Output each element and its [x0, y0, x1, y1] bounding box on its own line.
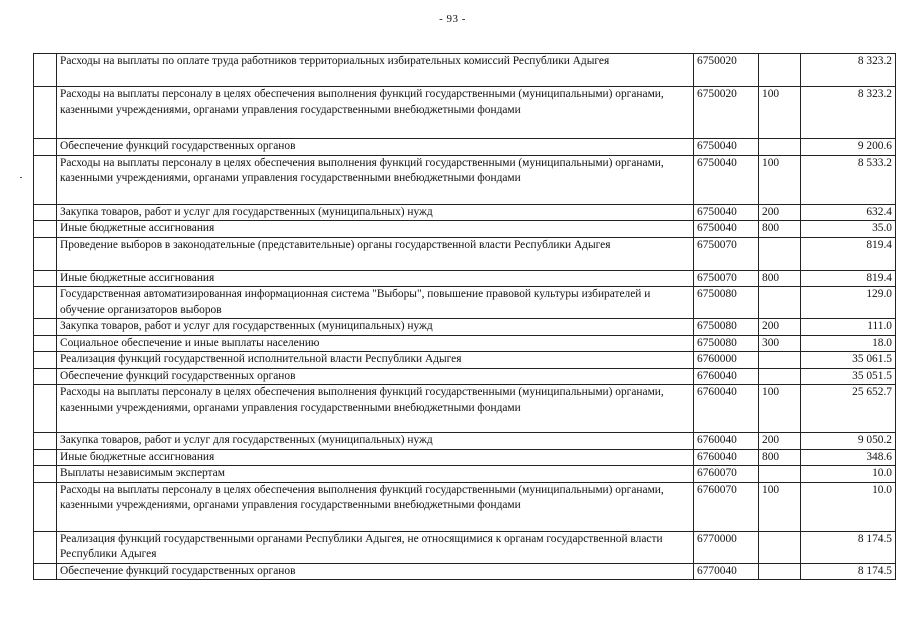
budget-table-body	[34, 54, 896, 580]
amount-cell: 632.4	[801, 204, 896, 221]
expense-name-cell: Закупка товаров, работ и услуг для государственных (муниципальных) нужд	[57, 433, 694, 450]
table-row	[34, 237, 896, 270]
expense-name-cell: Реализация функций государственной исполнительной власти Республики Адыгея	[57, 352, 694, 369]
amount-cell: 25 652.7	[801, 385, 896, 433]
table-row	[34, 270, 896, 287]
target-code-cell: 6750080	[694, 287, 759, 319]
table-row	[34, 221, 896, 238]
budget-table	[33, 53, 896, 580]
expense-type-cell: 100	[759, 482, 801, 531]
row-number-cell	[34, 335, 57, 352]
target-code-cell: 6760040	[694, 449, 759, 466]
target-code-cell: 6770040	[694, 563, 759, 580]
expense-type-cell: 100	[759, 155, 801, 204]
expense-type-cell	[759, 368, 801, 385]
expense-name-cell: Социальное обеспечение и иные выплаты населению	[57, 335, 694, 352]
target-code-cell: 6760070	[694, 482, 759, 531]
target-code-cell: 6750020	[694, 54, 759, 87]
row-number-cell	[34, 287, 57, 319]
expense-name-cell: Расходы на выплаты персоналу в целях обеспечения выполнения функций государственными (муниципальными) органами, казенными учреждениями, органами управления государственными внебюджетными фондами	[57, 87, 694, 139]
expense-name-cell: Расходы на выплаты персоналу в целях обеспечения выполнения функций государственными (муниципальными) органами, казенными учреждениями, органами управления государственными внебюджетными фондами	[57, 155, 694, 204]
target-code-cell: 6750080	[694, 335, 759, 352]
expense-type-cell	[759, 139, 801, 156]
amount-cell: 10.0	[801, 482, 896, 531]
expense-name-cell: Проведение выборов в законодательные (представительные) органы государственной власти Республики Адыгея	[57, 237, 694, 270]
row-number-cell	[34, 319, 57, 336]
target-code-cell: 6760040	[694, 433, 759, 450]
target-code-cell: 6760070	[694, 466, 759, 483]
amount-cell: 111.0	[801, 319, 896, 336]
target-code-cell: 6750040	[694, 204, 759, 221]
row-number-cell	[34, 139, 57, 156]
expense-type-cell: 200	[759, 433, 801, 450]
expense-type-cell	[759, 531, 801, 563]
expense-name-cell: Расходы на выплаты персоналу в целях обеспечения выполнения функций государственными (муниципальными) органами, казенными учреждениями, органами управления государственными внебюджетными фондами	[57, 482, 694, 531]
expense-type-cell	[759, 54, 801, 87]
target-code-cell: 6750080	[694, 319, 759, 336]
row-number-cell	[34, 155, 57, 204]
amount-cell: 8 323.2	[801, 54, 896, 87]
expense-name-cell: Закупка товаров, работ и услуг для государственных (муниципальных) нужд	[57, 319, 694, 336]
expense-name-cell: Обеспечение функций государственных органов	[57, 368, 694, 385]
target-code-cell: 6760000	[694, 352, 759, 369]
expense-type-cell	[759, 563, 801, 580]
expense-type-cell: 800	[759, 270, 801, 287]
table-row	[34, 87, 896, 139]
expense-name-cell: Обеспечение функций государственных органов	[57, 139, 694, 156]
amount-cell: 35 061.5	[801, 352, 896, 369]
table-row	[34, 466, 896, 483]
expense-name-cell: Иные бюджетные ассигнования	[57, 449, 694, 466]
expense-name-cell: Реализация функций государственными органами Республики Адыгея, не относящимися к органам государственной власти Республики Адыгея	[57, 531, 694, 563]
table-row	[34, 287, 896, 319]
expense-type-cell: 800	[759, 449, 801, 466]
table-row	[34, 139, 896, 156]
expense-name-cell: Иные бюджетные ассигнования	[57, 221, 694, 238]
amount-cell: 10.0	[801, 466, 896, 483]
scan-artifact	[20, 177, 22, 178]
amount-cell: 18.0	[801, 335, 896, 352]
expense-type-cell	[759, 287, 801, 319]
target-code-cell: 6760040	[694, 385, 759, 433]
table-row	[34, 368, 896, 385]
expense-type-cell	[759, 237, 801, 270]
amount-cell: 8 323.2	[801, 87, 896, 139]
expense-name-cell: Расходы на выплаты по оплате труда работников территориальных избирательных комиссий Республики Адыгея	[57, 54, 694, 87]
expense-type-cell	[759, 352, 801, 369]
expense-name-cell: Государственная автоматизированная информационная система "Выборы", повышение правовой культуры избирателей и обучение организаторов выборов	[57, 287, 694, 319]
expense-type-cell: 800	[759, 221, 801, 238]
amount-cell: 348.6	[801, 449, 896, 466]
table-row	[34, 449, 896, 466]
table-row	[34, 385, 896, 433]
expense-type-cell: 100	[759, 87, 801, 139]
table-row	[34, 204, 896, 221]
amount-cell: 35 051.5	[801, 368, 896, 385]
expense-name-cell: Выплаты независимым экспертам	[57, 466, 694, 483]
row-number-cell	[34, 433, 57, 450]
row-number-cell	[34, 368, 57, 385]
table-row	[34, 54, 896, 87]
page-number: - 93 -	[439, 13, 466, 25]
expense-type-cell: 200	[759, 204, 801, 221]
table-row	[34, 563, 896, 580]
row-number-cell	[34, 270, 57, 287]
table-row	[34, 319, 896, 336]
table-row	[34, 433, 896, 450]
table-row	[34, 482, 896, 531]
amount-cell: 9 200.6	[801, 139, 896, 156]
row-number-cell	[34, 87, 57, 139]
target-code-cell: 6750040	[694, 155, 759, 204]
table-row	[34, 335, 896, 352]
row-number-cell	[34, 221, 57, 238]
amount-cell: 8 533.2	[801, 155, 896, 204]
table-row	[34, 155, 896, 204]
expense-name-cell: Иные бюджетные ассигнования	[57, 270, 694, 287]
target-code-cell: 6750070	[694, 237, 759, 270]
row-number-cell	[34, 385, 57, 433]
amount-cell: 819.4	[801, 270, 896, 287]
row-number-cell	[34, 563, 57, 580]
expense-type-cell: 200	[759, 319, 801, 336]
target-code-cell: 6750040	[694, 139, 759, 156]
amount-cell: 129.0	[801, 287, 896, 319]
table-row	[34, 352, 896, 369]
row-number-cell	[34, 204, 57, 221]
target-code-cell: 6750070	[694, 270, 759, 287]
row-number-cell	[34, 531, 57, 563]
expense-name-cell: Закупка товаров, работ и услуг для государственных (муниципальных) нужд	[57, 204, 694, 221]
expense-type-cell: 100	[759, 385, 801, 433]
amount-cell: 35.0	[801, 221, 896, 238]
amount-cell: 9 050.2	[801, 433, 896, 450]
row-number-cell	[34, 482, 57, 531]
amount-cell: 8 174.5	[801, 563, 896, 580]
target-code-cell: 6750020	[694, 87, 759, 139]
expense-type-cell	[759, 466, 801, 483]
target-code-cell: 6760040	[694, 368, 759, 385]
expense-type-cell: 300	[759, 335, 801, 352]
expense-name-cell: Расходы на выплаты персоналу в целях обеспечения выполнения функций государственными (муниципальными) органами, казенными учреждениями, органами управления государственными внебюджетными фондами	[57, 385, 694, 433]
row-number-cell	[34, 54, 57, 87]
row-number-cell	[34, 449, 57, 466]
target-code-cell: 6750040	[694, 221, 759, 238]
target-code-cell: 6770000	[694, 531, 759, 563]
expense-name-cell: Обеспечение функций государственных органов	[57, 563, 694, 580]
row-number-cell	[34, 352, 57, 369]
row-number-cell	[34, 237, 57, 270]
table-row	[34, 531, 896, 563]
row-number-cell	[34, 466, 57, 483]
amount-cell: 8 174.5	[801, 531, 896, 563]
amount-cell: 819.4	[801, 237, 896, 270]
